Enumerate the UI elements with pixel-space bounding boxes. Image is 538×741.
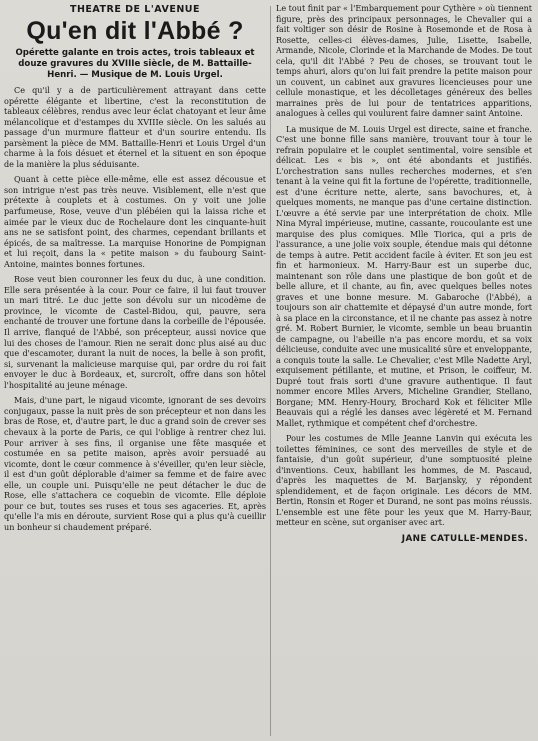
left-column — [4, 4, 266, 739]
right-column — [276, 4, 532, 739]
section-kicker: THEATRE DE L'AVENUE — [70, 4, 200, 15]
body-paragraph: Le tout finit par « l'Embarquement pour Cythère » où tiennent figure, près des principaux personnages, le Chevalier qui a fait voltiger son désir de Rosine à Rosemonde et de Rosa à Rosette, celles-ci élèves-dames, Julie, Lisette, Isabelle, Armande, Nicole, Clorinde et la Marchande de Modes. De tout cela, qu'il dit l'Abbé ? Peu de choses, se trouvant tout le temps ahuri, alors qu'on lui fait prendre la petite maison pour un couvent, un cabinet aux gravures licencieuses pour une cellule monastique, et les décolletages généreux des belles marraines près de lui pour de tentatrices apparitions, analogues à celles qui voulurent faire damner saint Antoine. — [276, 4, 532, 118]
left-body — [4, 85, 266, 532]
body-paragraph: Pour les costumes de Mlle Jeanne Lanvin qui exécuta les toilettes féminines, ce sont des merveilles de style et de fantaisie, d'un goût supérieur, d'une somptuosité pleine d'inventions. Ceux, habillant les hommes, de M. Pascaud, d'après les maquettes de M. Barjansky, y répondent splendidement, et de façon originale. Les décors de MM. Bertin, Ronsin et Roger et Durand, ne sont pas moins réussis. L'ensemble est une fête pour les yeux que M. Harry-Baur, metteur en scène, sut organiser avec art. — [276, 434, 532, 527]
body-paragraph: La musique de M. Louis Urgel est directe, saine et franche. C'est une bonne fille sans manière, trouvant tour à tour le refrain populaire et le couplet sentimental, voire sensible et délicat. Les « bis », ont été abondants et justifiés. L'orchestration sans nulles recherches modernes, et s'en tenant à la veine qui fit la fortune de l'opérette, traditionnelle, est d'une écriture nette, alerte, sans bavochures, et, à quelques moments, ne manque pas d'une certaine distinction. L'œuvre a été servie par une interprétation de choix. Mlle Nina Myral impérieuse, mutine, cassante, roucoulante est une marquise des plus comiques. Mlle Tiorica, qui a pris de l'assurance, a une jolie voix souple, étendue mais qui détonne de temps à autre. Petit accident facile à éviter. Et son jeu est fin et harmonieux. M. Harry-Baur est un superbe duc, maintenant son rôle dans une plastique de bon goût et de belle allure, et il chante, au fin, avec quelques belles notes graves et une bonne mesure. M. Gabaroche (l'Abbé), a toujours son air chattemite et dépaysé d'un autre monde, fort à sa place en la circonstance, et il ne chante pas assez à notre gré. M. Robert Burnier, le vicomte, semble un beau bruantin de campagne, ou l'abeille n'a pas encore mordu, et sa voix délicieuse, conduite avec une musicalité sûre et enveloppante, a conquis toute la salle. Le Chevalier, c'est Mlle Nadette Aryl, exquisement pétillante, et mutine, et Prison, le coiffeur, M. Dupré tout frais sorti d'une gravure authentique. Il faut nommer encore Mlles Arvers, Micheline Grandier, Stellano, Borgane; MM. Henry-Houry, Brochard Kok et féliciter Mlle Beauvais qui a réglé les danses avec légèreté et M. Fernand Mallet, rythmique et compétent chef d'orchestre. — [276, 124, 532, 428]
article-deck: Opérette galante en trois actes, trois tableaux et douze gravures du XVIIIe siècle, de M. Battaille-Henri. — Musique de M. Louis Urgel. — [15, 48, 255, 80]
column-rule — [270, 6, 271, 736]
article-headline: Qu'en dit l'Abbé ? — [26, 17, 244, 45]
body-paragraph: Ce qu'il y a de particulièrement attrayant dans cette opérette élégante et libertine, c'est la reconstitution de tableaux célèbres, rendus avec leur éclat chatoyant et leur âme mélancolique et d'estampes du XVIIIe siècle. On les salués au passage d'un murmure flatteur et d'un sourire entendu. Ils parsèment la pièce de MM. Battaille-Henri et Louis Urgel d'un charme à la fois désuet et éternel et la situent en son époque de la manière la plus séduisante. — [4, 85, 266, 169]
body-paragraph: Mais, d'une part, le nigaud vicomte, ignorant de ses devoirs conjugaux, passe la nuit près de son précepteur et non dans les bras de Rose, et, d'autre part, le duc a grand soin de crever ses chevaux à la porte de Paris, ce qui l'oblige à rentrer chez lui. Pour arriver à ses fins, il organise une fête masquée et costumée en sa petite maison, après avoir persuadé au vicomte, dont le cœur commence à s'éveiller, qu'en leur siècle, il est d'un goût déplorable d'aimer sa femme et de faire avec elle, un couple uni. Puisqu'elle ne peut détacher le duc de Rose, elle s'attachera ce coquebin de vicomte. Elle déploie pour ce but, toutes ses ruses et tous ses agaceries. Et, après qu'elle l'a mis en déroute, survient Rose qui a plus qu'à cueillir un bonheur si chaudement préparé. — [4, 395, 266, 532]
author-signature: JANE CATULLE-MENDES. — [401, 533, 528, 544]
body-paragraph: Quant à cette pièce elle-même, elle est assez décousue et son intrigue n'est pas très neuve. Visiblement, elle n'est que prétexte à couplets et à costumes. On y voit une jolie parfumeuse, Rose, veuve d'un plébéien qui la laissa riche et aimée par le vieux duc de Rochelaure dont les cinquante-huit ans ne se satisfont point, des charmes, cependant brillants et épicés, de sa maîtresse. La marquise Honorine de Pompignan et lui reçoit, dans la « petite maison » du faubourg Saint-Antoine, maintes bonnes fortunes. — [4, 174, 266, 269]
body-paragraph: Rose veut bien couronner les feux du duc, à une condition. Elle sera présentée à la cour. Pour ce faire, il lui faut trouver un mari titré. Le duc jette son dévolu sur un nicodème de province, le vicomte de Castel-Bidou, qui, pauvre, sera enchanté de trouver une fortune dans la corbeille de l'épousée. Il arrive, flanqué de l'Abbé, son précepteur, aussi novice que lui des choses de l'amour. Rien ne serait donc plus aisé au duc que d'escamoter, durant la nuit de noces, la belle à son profit, si, survenant la malicieuse marquise qui, par ordre du roi fait envoyer le duc à Bordeaux, et, surcroît, offre dans son hôtel l'hospitalité au jeune ménage. — [4, 274, 266, 390]
right-body — [276, 4, 532, 529]
